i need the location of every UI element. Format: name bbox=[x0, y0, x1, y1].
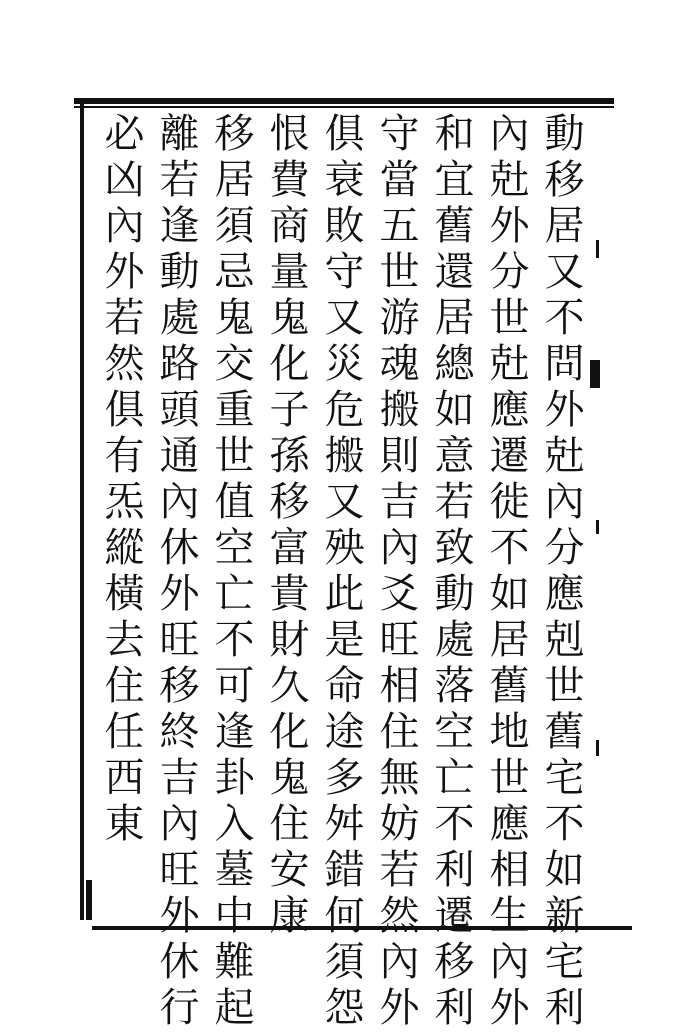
text-column-8: 離若逢動處路頭通內休外旺移終吉內旺外休行 bbox=[153, 112, 199, 1032]
page-edge-mark bbox=[590, 360, 600, 388]
text-column-7: 移居須忌鬼交重世值空亡不可逢卦入墓中難起 bbox=[208, 112, 254, 1032]
page-edge-tick bbox=[596, 240, 599, 258]
page-edge-tick bbox=[596, 520, 599, 534]
left-border-rule bbox=[80, 100, 84, 920]
text-column-6: 恨費商量鬼化子孫移富貴財久化鬼住安康 bbox=[263, 112, 309, 940]
text-column-2: 內兙外分世兙應遷徙不如居舊地世應相生內外 bbox=[483, 112, 529, 1032]
text-column-5: 俱衰敗守又災危搬又殃此是命途多舛錯何須怨 bbox=[318, 112, 364, 1032]
page-edge-tick bbox=[596, 740, 599, 756]
text-columns bbox=[96, 112, 586, 1032]
text-column-3: 和宜舊還居總如意若致動處落空亡不利遷移利 bbox=[428, 112, 474, 1032]
top-border-rule bbox=[74, 98, 614, 104]
text-column-4: 守當五世游魂搬則吉內爻旺相住無妨若然內外 bbox=[373, 112, 419, 1032]
text-column-1: 動移居又不問外兙內分應剋世舊宅不如新宅利 bbox=[538, 112, 584, 1032]
top-border-thin-rule bbox=[74, 106, 614, 108]
margin-ink-mark bbox=[86, 880, 92, 920]
text-column-9: 必凶內外若然俱有炁縱橫去住任西東 bbox=[98, 112, 144, 848]
